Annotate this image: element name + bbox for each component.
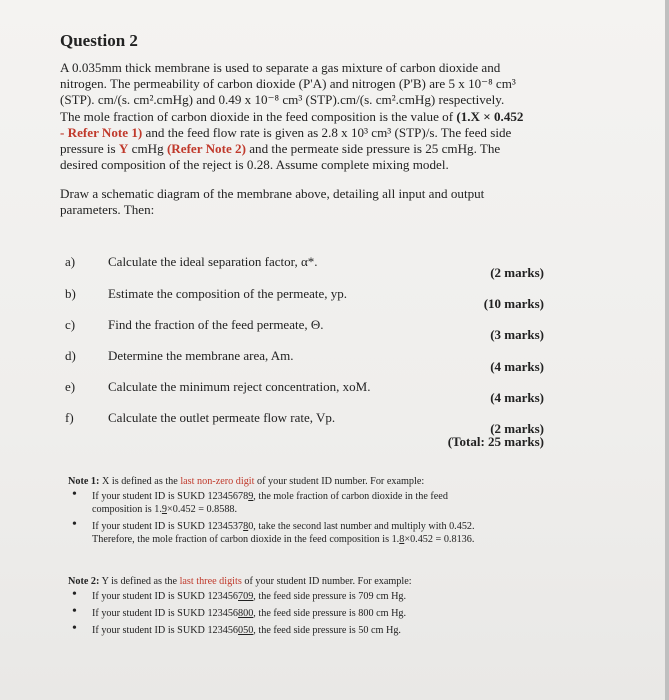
note-1-list [68,490,543,546]
list-item: • If your student ID is SUKD 123456050, the feed side pressure is 50 cm Hg. [92,624,543,637]
document-page: Question 2 A 0.035mm thick membrane is used to separate a gas mixture of carbon dioxide and nitrogen. The permeability of carbon dioxide (P'A) and nitrogen (P'B) are 5 x 10⁻⁸ cm³ (STP). cm/(s. cm².cmHg) and 0.49 x 10⁻⁸ cm³ (STP).cm/(s. cm².cmHg) respectively. The mole fraction of carbon dioxide in the feed composition is the value of (1.X × 0.452 - Refer Note 1) and the feed flow rate is given as 2.8 x 10³ cm³ (STP)/s. The feed side pressure is Y cmHg (Refer Note 2) and the permeate side pressure is 25 cmHg. The desired composition of the reject is 0.28. Assume complete mixing model. Draw a schematic diagram of the membrane above, detailing all input and output parameters. Then: a) Calculate the ideal separation factor, α*. (2 marks) b) Estimate the composition of the permeate, yp. (10 marks) c) Find the fraction of the feed permeate, Θ. (3 marks) d) Determine the membrane area, Am. (4 marks) e) Calculate the minimum reject concentration, xoM. (4 marks) f) Calculate the outlet permeate flow rate, Vp. (2 marks) (Total: 25 marks) Note 1: X is defined as the last non-zero digit of your student ID number. For example: • If your student ID is SUKD 123456789, the mole fraction of carbon dioxide in the feed composition is 1.9×0.452 = 0.8588. • If your student ID is SUKD 123453780, take the second last number and multiply with 0.452. Therefore, the mole fraction of carbon dioxide in the feed composition is 1.8×0.452 = 0.8136. Note 2: Y is defined as the last three digits of your student ID number. For example: • If your student ID is SUKD 123456709, the feed side pressure is 709 cm Hg. • If your student ID is SUKD 123456800, the feed side pressure is 800 cm Hg. • If your student ID is SUKD 123456050, the feed side pressure is 50 cm Hg. [0,0,669,700]
draw-instruction: Draw a schematic diagram of the membrane above, detailing all input and output parameters. Then: [60,186,485,218]
total-marks: (Total: 25 marks) [447,434,544,449]
note-2: Note 2: Y is defined as the last three digits of your student ID number. For example: • If your student ID is SUKD 123456709, the feed side pressure is 709 cm Hg. • If your student ID is SUKD 123456800, the feed side pressure is 800 cm Hg. • If your student ID is SUKD 123456050, the feed side pressure is 50 cm Hg. [68,575,543,641]
list-item: • If your student ID is SUKD 123456800, the feed side pressure is 800 cm Hg. [92,607,543,620]
question-title: Question 2 [60,31,138,50]
intro-paragraph: A 0.035mm thick membrane is used to separate a gas mixture of carbon dioxide and nitrogen. The permeability of carbon dioxide (P'A) and nitrogen (P'B) are 5 x 10⁻⁸ cm³ (STP). cm/(s. cm².cmHg) and 0.49 x 10⁻⁸ cm³ (STP).cm/(s. cm².cmHg) respectively. The mole fraction of carbon dioxide in the feed composition is the value of (1.X × 0.452 - Refer Note 1) and the feed flow rate is given as 2.8 x 10³ cm³ (STP)/s. The feed side pressure is Y cmHg (Refer Note 2) and the permeate side pressure is 25 cmHg. The desired composition of the reject is 0.28. Assume complete mixing model. [60,60,524,173]
list-item: • If your student ID is SUKD 123456709, the feed side pressure is 709 cm Hg. [92,590,543,603]
page-edge-shadow [665,0,669,700]
list-item: • If your student ID is SUKD 123456789, the mole fraction of carbon dioxide in the feed composition is 1.9×0.452 = 0.8588. [92,490,543,516]
note-1: Note 1: X is defined as the last non-zero digit of your student ID number. For example: • If your student ID is SUKD 123456789, the mole fraction of carbon dioxide in the feed composition is 1.9×0.452 = 0.8588. • If your student ID is SUKD 123453780, take the second last number and multiply with 0.452. Therefore, the mole fraction of carbon dioxide in the feed composition is 1.8×0.452 = 0.8136. [68,475,543,550]
list-item: • If your student ID is SUKD 123453780, take the second last number and multiply with 0.452. Therefore, the mole fraction of carbon dioxide in the feed composition is 1.8×0.452 = 0.8136. [92,520,543,546]
note-2-list [68,590,543,637]
